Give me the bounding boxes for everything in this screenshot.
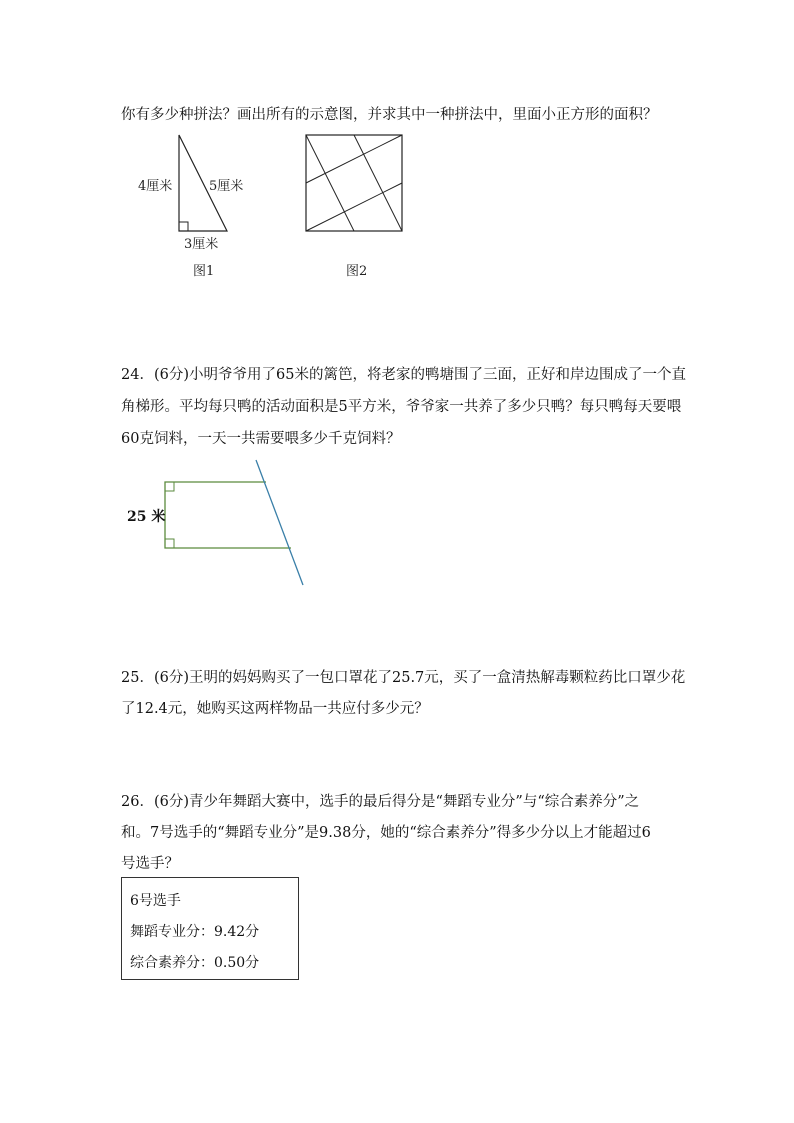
q24-line-2: 角梯形。平均每只鸭的活动面积是5平方米，爷爷家一共养了多少只鸭？每只鸭每天要喂	[121, 399, 682, 415]
q26-box-dance-score: 舞蹈专业分：9.42分	[130, 924, 260, 940]
fig1-hypotenuse-label: 5厘米	[209, 179, 244, 194]
intro-question-text: 你有多少种拼法？画出所有的示意图，并求其中一种拼法中，里面小正方形的面积？	[121, 107, 658, 123]
q26-line-1: 26．(6分)青少年舞蹈大赛中，选手的最后得分是“舞蹈专业分”与“综合素养分”之	[121, 794, 640, 810]
q24-line-3: 60克饲料，一天一共需要喂多少千克饲料？	[121, 431, 401, 447]
q26-contestant-info-box	[121, 877, 299, 980]
fig2-caption: 图2	[346, 264, 368, 279]
q25-line-1: 25．(6分)王明的妈妈购买了一包口罩花了25.7元，买了一盒清热解毒颗粒药比口罩少花	[121, 670, 686, 686]
q24-side-length-label: 25 米	[127, 509, 166, 525]
q26-box-title: 6号选手	[130, 893, 181, 909]
fig1-left-side-label: 4厘米	[138, 179, 173, 194]
q26-line-3: 号选手？	[121, 856, 179, 872]
q25-line-2: 了12.4元，她购买这两样物品一共应付多少元？	[121, 701, 429, 717]
q26-line-2: 和。7号选手的“舞蹈专业分”是9.38分，她的“综合素养分”得多少分以上才能超过6	[121, 825, 651, 841]
fig1-bottom-label: 3厘米	[184, 237, 219, 252]
q26-box-overall-score: 综合素养分：0.50分	[130, 955, 260, 971]
q24-line-1: 24．(6分)小明爷爷用了65米的篱笆，将老家的鸭塘围了三面，正好和岸边围成了一个直	[121, 367, 686, 383]
fig1-caption: 图1	[193, 264, 215, 279]
